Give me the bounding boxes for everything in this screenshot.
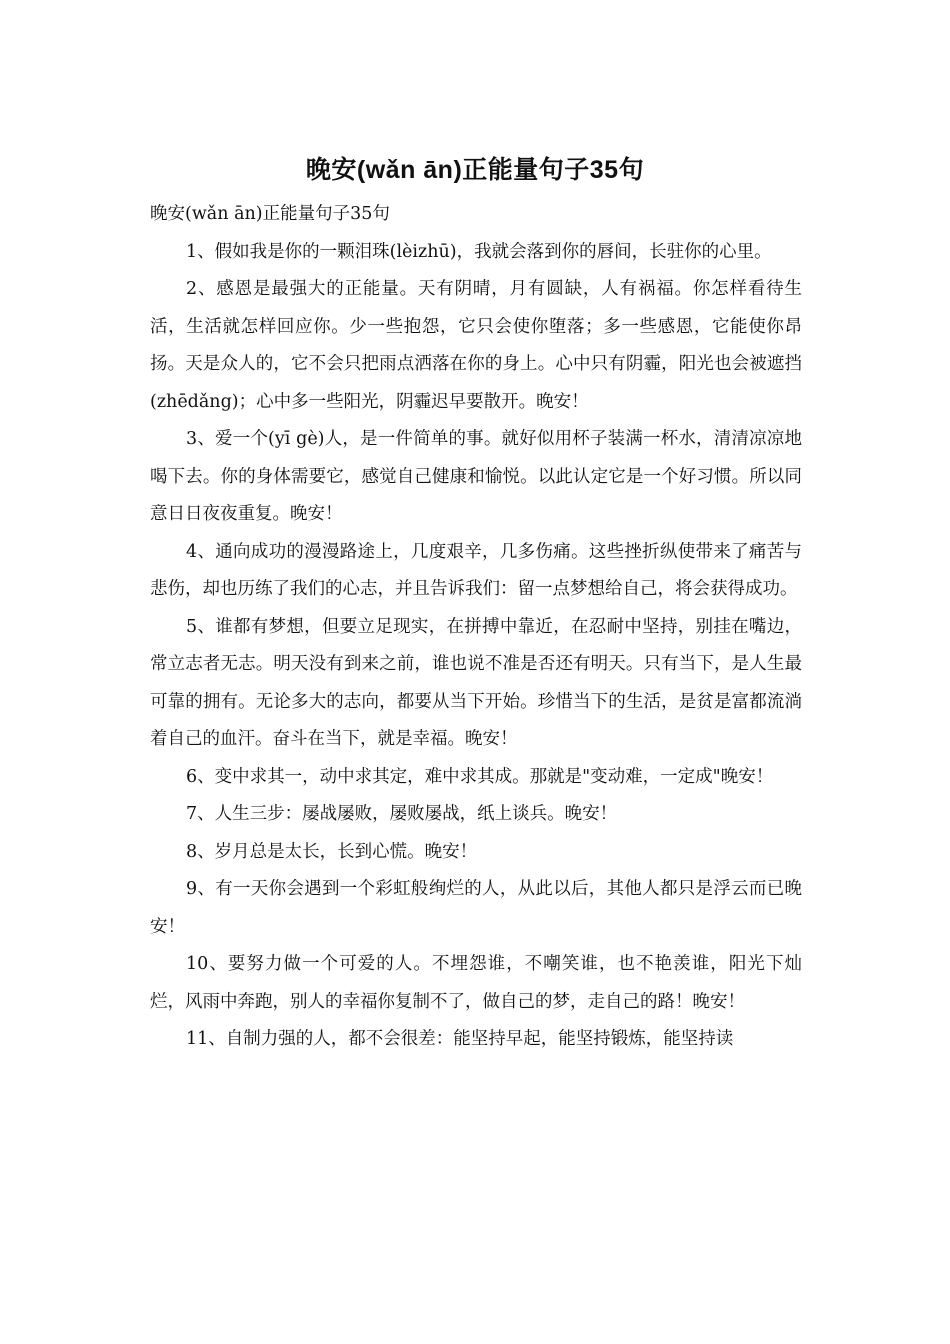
paragraph-10: 10、要努力做一个可爱的人。不埋怨谁，不嘲笑谁，也不艳羡谁，阳光下灿烂，风雨中奔跑，别人的幸福你复制不了，做自己的梦，走自己的路！晚安！ xyxy=(150,954,802,1012)
paragraph-3: 3、爱一个(yī gè)人，是一件简单的事。就好似用杯子装满一杯水，清清凉凉地喝下去。你的身体需要它，感觉自己健康和愉悦。以此认定它是一个好习惯。所以同意日日夜夜重复。晚安！ xyxy=(150,429,802,524)
paragraph-4: 4、通向成功的漫漫路途上，几度艰辛，几多伤痛。这些挫折纵使带来了痛苦与悲伤，却也历练了我们的心志，并且告诉我们：留一点梦想给自己，将会获得成功。 xyxy=(150,541,802,599)
paragraph-6: 6、变中求其一，动中求其定，难中求其成。那就是"变动难，一定成"晚安！ xyxy=(186,766,774,787)
paragraph-9: 9、有一天你会遇到一个彩虹般绚烂的人，从此以后，其他人都只是浮云而已晚安！ xyxy=(150,879,802,937)
paragraph-8: 8、岁月总是太长，长到心慌。晚安！ xyxy=(186,841,478,862)
paragraph-7: 7、人生三步：屡战屡败，屡败屡战，纸上谈兵。晚安！ xyxy=(186,804,618,824)
paragraph-5: 5、谁都有梦想，但要立足现实，在拼搏中靠近，在忍耐中坚持，别挂在嘴边，常立志者无志。明天没有到来之前，谁也说不准是否还有明天。只有当下，是人生最可靠的拥有。无论多大的志向，都要从当下开始。珍惜当下的生活，是贫是富都流淌着自己的血汗。奋斗在当下，就是幸福。晚安！ xyxy=(150,616,802,749)
document-title: 晚安(wǎn ān)正能量句子35句 xyxy=(305,156,645,184)
document-body xyxy=(150,196,802,1059)
paragraph-11: 11、自制力强的人，都不会很差：能坚持早起，能坚持锻炼，能坚持读 xyxy=(186,1029,734,1049)
paragraph-2: 2、感恩是最强大的正能量。天有阴晴，月有圆缺，人有祸福。你怎样看待生活，生活就怎样回应你。少一些抱怨，它只会使你堕落；多一些感恩，它能使你昂扬。天是众人的，它不会只把雨点洒落在你的身上。心中只有阴霾，阳光也会被遮挡(zhēdǎng)；心中多一些阳光，阴霾迟早要散开。晚安！ xyxy=(150,279,802,412)
paragraph-1: 1、假如我是你的一颗泪珠(lèizhū)，我就会落到你的唇间，长驻你的心里。 xyxy=(186,241,772,262)
document-subtitle: 晚安(wǎn ān)正能量句子35句 xyxy=(150,204,390,224)
